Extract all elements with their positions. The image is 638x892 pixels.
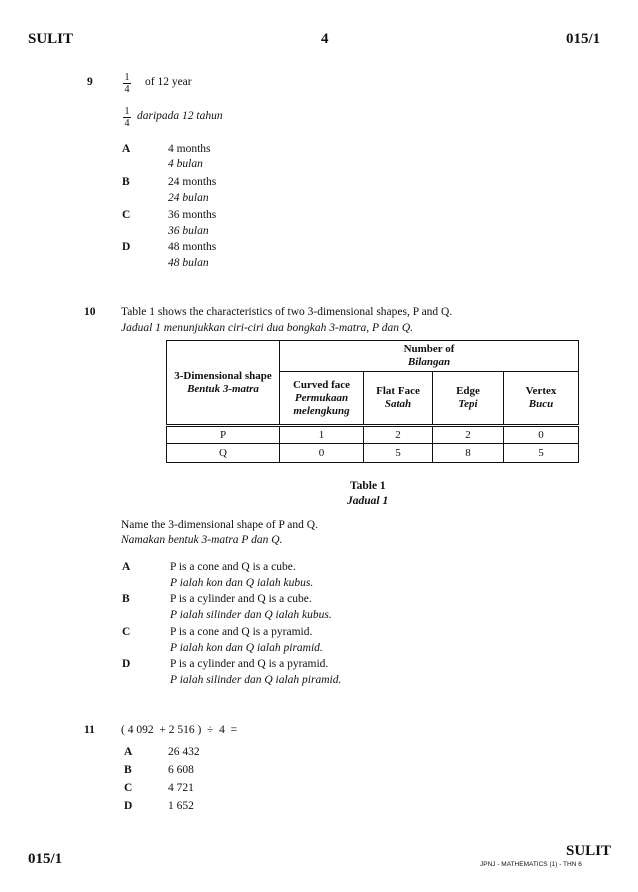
option-b-en: 24 months — [168, 176, 217, 188]
cell-shape: Q — [167, 444, 280, 463]
footer-code: 015/1 — [28, 851, 63, 867]
fraction-one-quarter-ms — [123, 107, 131, 128]
option-a-ms: P ialah kon dan Q ialah kubus. — [170, 577, 314, 589]
option-c-en: P is a cone and Q is a pyramid. — [170, 626, 313, 638]
header-edge-ms: Tepi — [458, 398, 478, 410]
fraction-numerator: 1 — [124, 106, 130, 117]
header-edge-en: Edge — [456, 385, 480, 397]
header-curved-ms1: Permukaan — [294, 391, 349, 404]
header-shape-en: 3-Dimensional shape — [174, 369, 272, 382]
footer-sulit: SULIT — [566, 843, 612, 859]
header-curved-ms2: melengkung — [293, 404, 350, 417]
option-b-value: 6 608 — [168, 764, 194, 776]
question-text-ms: Namakan bentuk 3-matra P dan Q. — [121, 534, 283, 546]
option-b-en: P is a cylinder and Q is a cube. — [170, 593, 312, 605]
question-stem-ms: daripada 12 tahun — [137, 110, 223, 122]
header-sulit: SULIT — [28, 31, 74, 47]
characteristics-table — [166, 340, 579, 463]
option-letter: C — [122, 626, 131, 638]
cell-curved: 1 — [280, 426, 364, 444]
option-c-ms: 36 bulan — [168, 225, 209, 237]
fraction-denominator: 4 — [124, 118, 130, 129]
question-text-en: Name the 3-dimensional shape of P and Q. — [121, 519, 318, 531]
cell-edge: 8 — [433, 444, 504, 463]
option-letter: C — [124, 782, 133, 794]
header-curved-face — [280, 372, 364, 426]
option-d-ms: P ialah silinder dan Q ialah piramid. — [170, 674, 342, 686]
question-number: 11 — [84, 724, 95, 736]
option-letter: D — [124, 800, 133, 812]
option-d-value: 1 652 — [168, 800, 194, 812]
cell-vertex: 5 — [504, 444, 579, 463]
header-vertex-en: Vertex — [525, 385, 557, 397]
header-flat-ms: Satah — [384, 398, 412, 410]
option-a-en: P is a cone and Q is a cube. — [170, 561, 296, 573]
option-letter: D — [122, 658, 131, 670]
question-intro-ms: Jadual 1 menunjukkan ciri-ciri dua bongkah 3-matra, P dan Q. — [121, 322, 414, 334]
option-d-en: 48 months — [168, 241, 217, 253]
question-expression: ( 4 092 + 2 516 ) ÷ 4 = — [121, 724, 238, 736]
option-letter: A — [122, 561, 131, 573]
table-row — [167, 426, 579, 444]
header-number-of-ms: Bilangan — [407, 356, 451, 368]
cell-shape: P — [167, 426, 280, 444]
option-c-value: 4 721 — [168, 782, 194, 794]
cell-edge: 2 — [433, 426, 504, 444]
option-letter: A — [122, 143, 131, 155]
option-letter: B — [122, 593, 130, 605]
cell-flat: 2 — [364, 426, 433, 444]
cell-flat: 5 — [364, 444, 433, 463]
header-flat-face — [364, 372, 433, 426]
option-b-ms: P ialah silinder dan Q ialah kubus. — [170, 609, 332, 621]
header-vertex — [504, 372, 579, 426]
option-a-en: 4 months — [168, 143, 211, 155]
header-number-of-en: Number of — [403, 343, 455, 355]
question-stem-en: of 12 year — [145, 76, 192, 88]
fraction-numerator: 1 — [124, 72, 130, 83]
cell-curved: 0 — [280, 444, 364, 463]
question-intro-en: Table 1 shows the characteristics of two 3-dimensional shapes, P and Q. — [121, 306, 453, 318]
page-number: 4 — [321, 31, 329, 47]
option-a-value: 26 432 — [168, 746, 200, 758]
option-a-ms: 4 bulan — [168, 158, 203, 170]
table-row — [167, 444, 579, 463]
header-number-of — [280, 341, 579, 372]
header-edge — [433, 372, 504, 426]
table-caption-en: Table 1 — [350, 480, 386, 492]
option-letter: B — [122, 176, 130, 188]
option-c-ms: P ialah kon dan Q ialah piramid. — [170, 642, 323, 654]
option-c-en: 36 months — [168, 209, 217, 221]
question-number: 9 — [87, 76, 93, 88]
table-caption-ms: Jadual 1 — [347, 495, 389, 507]
header-shape-ms: Bentuk 3-matra — [187, 382, 259, 395]
option-d-en: P is a cylinder and Q is a pyramid. — [170, 658, 329, 670]
option-letter: B — [124, 764, 132, 776]
paper-code: 015/1 — [566, 31, 601, 47]
cell-vertex: 0 — [504, 426, 579, 444]
footer-subtitle: JPNJ - MATHEMATICS (1) - THN 6 — [480, 861, 582, 868]
fraction-one-quarter — [123, 73, 131, 94]
fraction-denominator: 4 — [124, 84, 130, 95]
option-letter: C — [122, 209, 131, 221]
header-shape — [167, 341, 280, 426]
header-flat-en: Flat Face — [376, 385, 420, 397]
option-letter: A — [124, 746, 133, 758]
option-b-ms: 24 bulan — [168, 192, 209, 204]
header-curved-en: Curved face — [292, 378, 351, 391]
header-vertex-ms: Bucu — [528, 398, 554, 410]
question-number: 10 — [84, 306, 96, 318]
option-letter: D — [122, 241, 131, 253]
option-d-ms: 48 bulan — [168, 257, 209, 269]
